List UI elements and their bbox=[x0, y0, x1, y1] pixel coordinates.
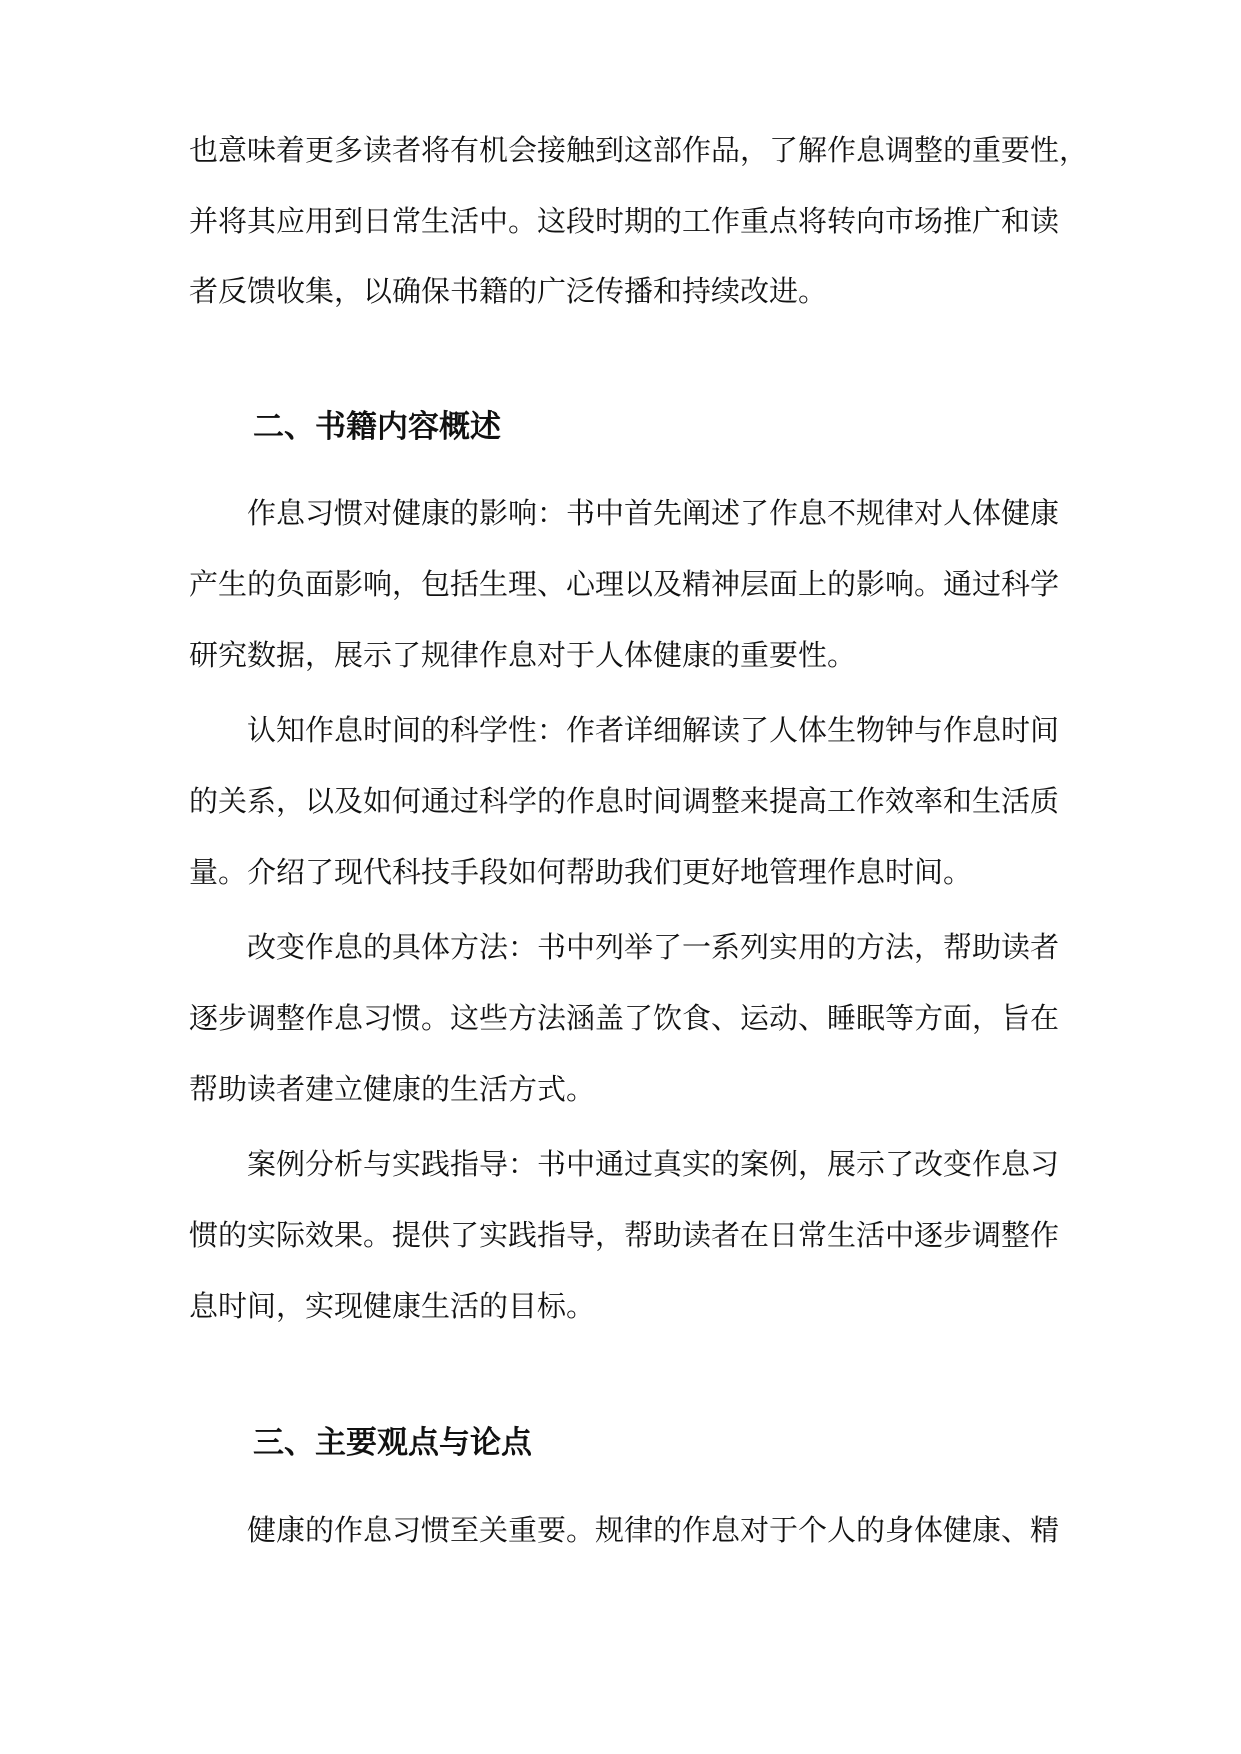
s2-p1-line-3: 研究数据，展示了规律作息对于人体健康的重要性。 bbox=[189, 638, 857, 672]
s2-p3-line-2: 逐步调整作息习惯。这些方法涵盖了饮食、运动、睡眠等方面，旨在 bbox=[189, 1001, 1060, 1035]
s2-p1-line-2: 产生的负面影响，包括生理、心理以及精神层面上的影响。通过科学 bbox=[189, 567, 1060, 601]
intro-line-2: 并将其应用到日常生活中。这段时期的工作重点将转向市场推广和读 bbox=[189, 204, 1060, 238]
s2-p2-line-3: 量。介绍了现代科技手段如何帮助我们更好地管理作息时间。 bbox=[189, 855, 973, 889]
s2-p2-line-2: 的关系，以及如何通过科学的作息时间调整来提高工作效率和生活质 bbox=[189, 784, 1060, 818]
s3-p1-line-1: 健康的作息习惯至关重要。规律的作息对于个人的身体健康、精 bbox=[247, 1513, 1060, 1547]
s2-p3-line-3: 帮助读者建立健康的生活方式。 bbox=[189, 1072, 596, 1106]
s2-p3-line-1: 改变作息的具体方法：书中列举了一系列实用的方法，帮助读者 bbox=[247, 930, 1060, 964]
s2-p4-line-2: 惯的实际效果。提供了实践指导，帮助读者在日常生活中逐步调整作 bbox=[189, 1218, 1060, 1252]
section3-heading: 三、主要观点与论点 bbox=[253, 1425, 532, 1461]
s2-p2-line-1: 认知作息时间的科学性：作者详细解读了人体生物钟与作息时间 bbox=[247, 713, 1060, 747]
s2-p1-line-1: 作息习惯对健康的影响：书中首先阐述了作息不规律对人体健康 bbox=[247, 496, 1060, 530]
section2-heading: 二、书籍内容概述 bbox=[253, 409, 501, 445]
intro-line-3: 者反馈收集，以确保书籍的广泛传播和持续改进。 bbox=[189, 274, 828, 308]
s2-p4-line-1: 案例分析与实践指导：书中通过真实的案例，展示了改变作息习 bbox=[247, 1147, 1060, 1181]
intro-line-1: 也意味着更多读者将有机会接触到这部作品，了解作息调整的重要性， bbox=[189, 133, 1089, 167]
s2-p4-line-3: 息时间，实现健康生活的目标。 bbox=[189, 1289, 596, 1323]
